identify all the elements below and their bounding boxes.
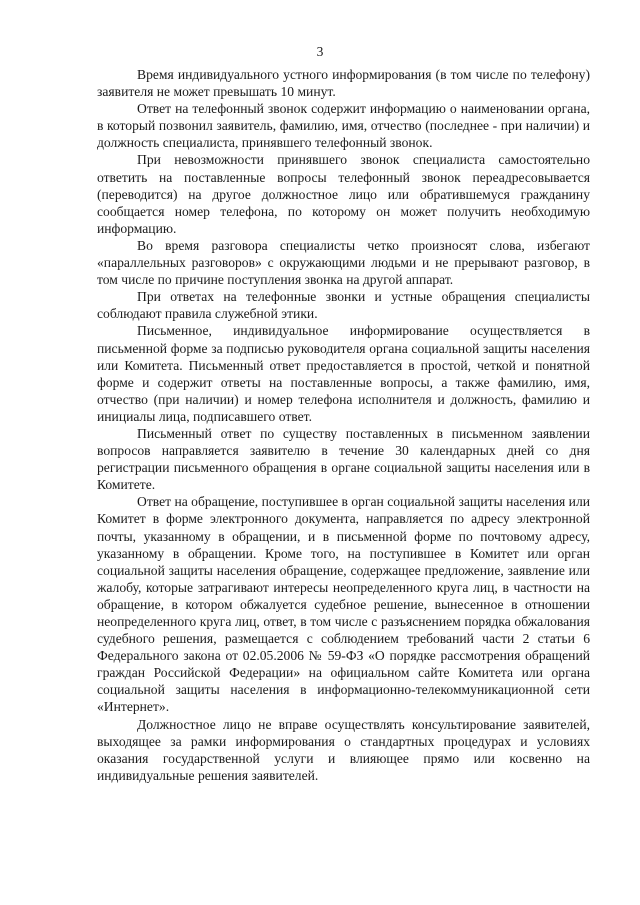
paragraph-electronic-answer: Ответ на обращение, поступившее в орган социальной защиты населения или Комитет в форме электронного документа, направляется по адресу электронной почты, указанному в обращении, и в письменной форме по почтовому адресу, указанному в обращении. Кроме того, на поступившее в Комитет или орган социальной защиты населения обращение, содержащее предложение, заявление или жалобу, которые затрагивают интересы неопределенного круга лиц, в частности на обращение, в котором обжалуется судебное решение, вынесенное в отношении неопределенного круга лиц, ответ, в том числе с разъяснением порядка обжалования судебного решения, размещается с соблюдением требований части 2 статьи 6 Федерального закона от 02.05.2006 № 59-ФЗ «О порядке рассмотрения обращений граждан Российской Федерации» на официальном сайте Комитета или органа социальной защиты населения в информационно-телекоммуникационной сети «Интернет». — [97, 494, 590, 715]
page-number: 3 — [316, 44, 324, 59]
paragraph-oral-info-duration: Время индивидуального устного информирования (в том числе по телефону) заявителя не может превышать 10 минут. — [97, 67, 590, 100]
paragraph-written-info: Письменное, индивидуальное информирование осуществляется в письменной форме за подписью руководителя органа социальной защиты населения или Комитета. Письменный ответ предоставляется в простой, четкой и понятной форме и содержит ответы на поставленные вопросы, а также фамилию, имя, отчество (при наличии) и номер телефона исполнителя и должность, фамилию и инициалы лица, подписавшего ответ. — [97, 323, 590, 424]
paragraph-call-forwarding: При невозможности принявшего звонок специалиста самостоятельно ответить на поставленные вопросы телефонный звонок переадресовывается (переводится) на другое должностное лицо или обратившемуся гражданину сообщается номер телефона, по которому он может получить необходимую информацию. — [97, 152, 590, 236]
document-body — [97, 66, 590, 784]
paragraph-consulting-limits: Должностное лицо не вправе осуществлять консультирование заявителей, выходящее за рамки информирования о стандартных процедурах и условиях оказания государственной услуги и влияющее прямо или косвенно на индивидуальные решения заявителей. — [97, 716, 590, 783]
paragraph-conversation-rules: Во время разговора специалисты четко произносят слова, избегают «параллельных разговоров» с окружающими людьми и не прерывают разговор, в том числе по причине поступления звонка на другой аппарат. — [97, 237, 590, 288]
paragraph-written-answer-deadline: Письменный ответ по существу поставленных в письменном заявлении вопросов направляется заявителю в течение 30 календарных дней со дня регистрации письменного обращения в органе социальной защиты населения или в Комитете. — [97, 425, 590, 493]
paragraph-service-ethics: При ответах на телефонные звонки и устные обращения специалисты соблюдают правила служебной этики. — [97, 289, 590, 322]
paragraph-phone-answer-content: Ответ на телефонный звонок содержит информацию о наименовании органа, в который позвонил заявитель, фамилию, имя, отчество (последнее - при наличии) и должность специалиста, принявшего телефонный звонок. — [97, 101, 590, 151]
